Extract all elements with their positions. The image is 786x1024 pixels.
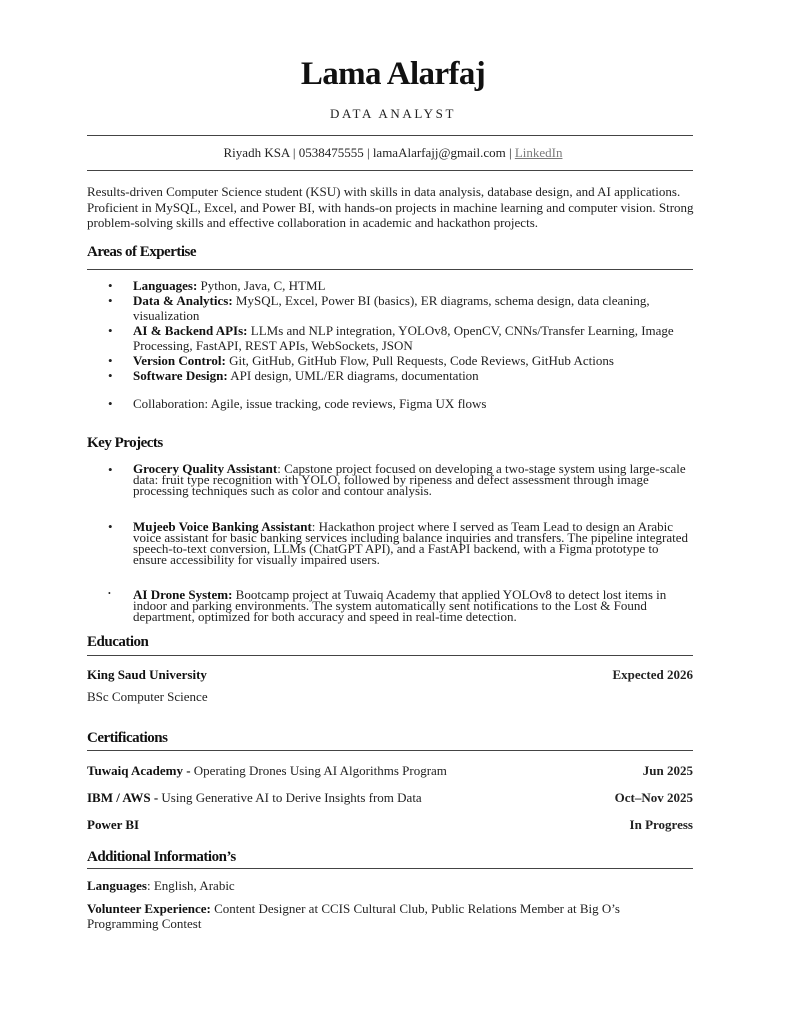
summary: Results-driven Computer Science student (KSU) with skills in data analysis, database design, and AI applications. Proficient in MySQL, Excel, and Power BI, with hands-on projects in machine learning and computer vision. Strong problem-solving skills and effective collaboration in academic and hackathon projects. bbox=[87, 184, 694, 231]
certification-row: Tuwaiq Academy - Operating Drones Using AI Algorithms Program Jun 2025 bbox=[87, 763, 693, 778]
linkedin-link[interactable]: LinkedIn bbox=[514, 145, 563, 160]
bullet-icon: • bbox=[108, 278, 113, 293]
certification-date: Oct–Nov 2025 bbox=[614, 790, 693, 805]
project-item: AI Drone System: Bootcamp project at Tuwaiq Academy that applied YOLOv8 to detect lost items in indoor and parking environments. The system automatically sent notifications to the Lost & Found department, optimized for both accuracy and speed in real-time detection. bbox=[133, 587, 667, 624]
contact-line bbox=[0, 145, 786, 161]
section-heading-projects: Key Projects bbox=[87, 435, 163, 451]
certification-row: IBM / AWS - Using Generative AI to Derive Insights from Data Oct–Nov 2025 bbox=[87, 790, 693, 805]
divider bbox=[87, 170, 693, 171]
expertise-item: AI & Backend APIs: LLMs and NLP integration, YOLOv8, OpenCV, CNNs/Transfer Learning, Image Processing, FastAPI, REST APIs, WebSockets, JSON bbox=[133, 323, 674, 353]
project-item: Grocery Quality Assistant: Capstone project focused on developing a two-stage system using large-scale data: fruit type recognition with YOLO, followed by ripeness and defect assessment through image processing techniques such as color and contour analysis. bbox=[133, 461, 686, 498]
bullet-icon: • bbox=[108, 519, 113, 534]
expertise-item: Software Design: API design, UML/ER diagrams, documentation bbox=[133, 368, 479, 383]
certification-date: In Progress bbox=[629, 817, 693, 832]
school-name: King Saud University bbox=[87, 667, 207, 682]
bullet-icon: • bbox=[108, 396, 113, 411]
project-item: Mujeeb Voice Banking Assistant: Hackathon project where I served as Team Lead to design an Arabic voice assistant for basic banking services including balance inquiries and transfers. The pipeline integrated speech-to-text conversion, LLMs (ChatGPT API), and a FastAPI backend, with a Figma prototype to ensure accessibility for visually impaired users. bbox=[133, 519, 688, 567]
bullet-icon: • bbox=[108, 323, 113, 338]
divider bbox=[87, 655, 693, 656]
education-date: Expected 2026 bbox=[612, 667, 693, 682]
certification-row: Power BI In Progress bbox=[87, 817, 693, 832]
expertise-item: Languages: Python, Java, C, HTML bbox=[133, 278, 326, 293]
section-heading-additional: Additional Information’s bbox=[87, 849, 236, 865]
bullet-icon: • bbox=[108, 589, 111, 598]
education-row bbox=[87, 667, 693, 683]
divider bbox=[87, 868, 693, 869]
section-heading-expertise: Areas of Expertise bbox=[87, 244, 197, 260]
expertise-item: Version Control: Git, GitHub, GitHub Flow, Pull Requests, Code Reviews, GitHub Actions bbox=[133, 353, 614, 368]
divider bbox=[87, 750, 693, 751]
bullet-icon: • bbox=[108, 368, 113, 383]
section-heading-education: Education bbox=[87, 634, 149, 650]
degree: BSc Computer Science bbox=[87, 689, 208, 704]
expertise-item: Collaboration: Agile, issue tracking, code reviews, Figma UX flows bbox=[133, 396, 487, 411]
expertise-item: Data & Analytics: MySQL, Excel, Power BI (basics), ER diagrams, schema design, data cleaning, visualization bbox=[133, 293, 650, 323]
divider bbox=[87, 269, 693, 270]
bullet-icon: • bbox=[108, 293, 113, 308]
section-heading-certifications: Certifications bbox=[87, 730, 168, 746]
certification-date: Jun 2025 bbox=[642, 763, 693, 778]
divider bbox=[87, 135, 693, 136]
candidate-name: Lama Alarfaj bbox=[300, 56, 486, 92]
bullet-icon: • bbox=[108, 462, 113, 477]
languages-line: Languages: English, Arabic bbox=[87, 878, 235, 893]
job-title: DATA ANALYST bbox=[329, 106, 456, 121]
contact-details: Riyadh KSA | 0538475555 | lamaAlarfajj@gmail.com | bbox=[223, 145, 515, 160]
volunteer-line: Volunteer Experience: Content Designer at CCIS Cultural Club, Public Relations Member at Big O’s Programming Contest bbox=[87, 901, 620, 931]
bullet-icon: • bbox=[108, 353, 113, 368]
